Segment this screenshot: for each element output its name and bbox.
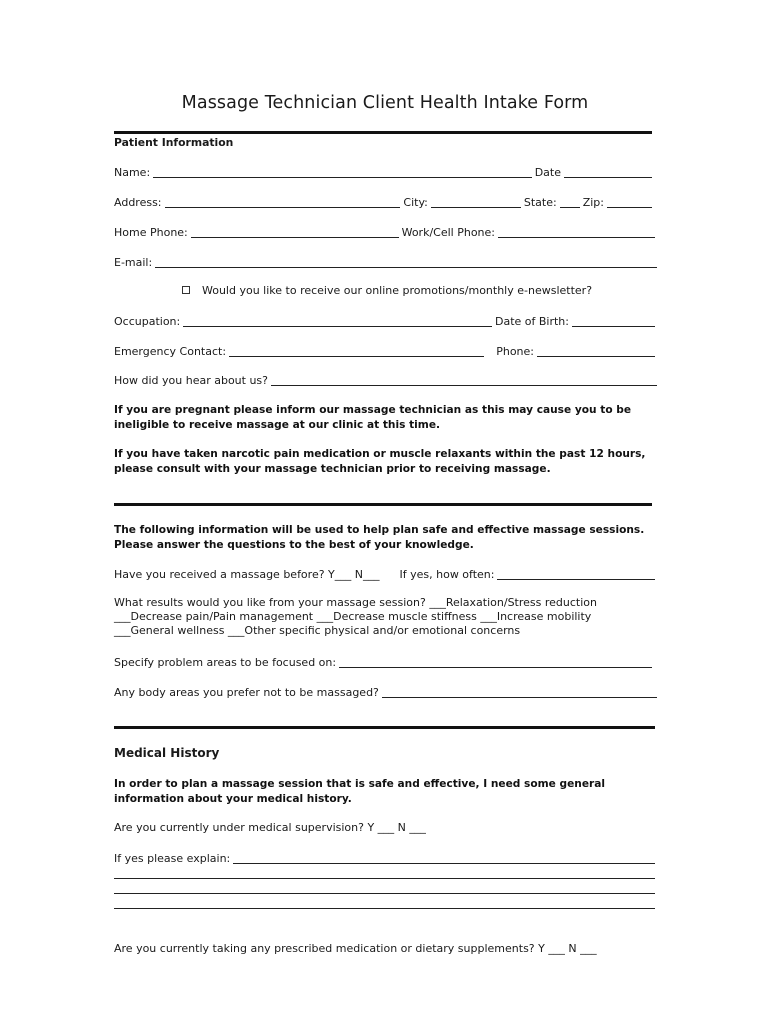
occupation-field[interactable] — [183, 315, 492, 327]
pregnancy-notice: If you are pregnant please inform our massage technician as this may cause you to be ineligible to receive massage at our clinic at this time. — [114, 404, 632, 431]
how-often-label: If yes, how often: — [399, 568, 495, 581]
explain-label: If yes please explain: — [114, 852, 231, 865]
explain-field[interactable] — [233, 852, 655, 864]
name-field[interactable] — [153, 166, 532, 178]
newsletter-row — [182, 284, 592, 297]
zip-field[interactable] — [607, 196, 652, 208]
how-often-field[interactable] — [497, 568, 655, 580]
hear-about-field[interactable] — [271, 374, 657, 386]
dob-label: Date of Birth: — [494, 315, 569, 328]
section-divider — [114, 726, 655, 729]
avoid-areas-label: Any body areas you prefer not to be massaged? — [114, 686, 379, 699]
occupation-row — [114, 312, 657, 328]
explain-line[interactable] — [114, 893, 655, 894]
received-before-question: Have you received a massage before? Y___ N___ — [114, 568, 380, 581]
address-field[interactable] — [165, 196, 401, 208]
patient-info-heading: Patient Information — [114, 136, 234, 149]
emergency-phone-label: Phone: — [496, 345, 534, 358]
newsletter-question: Would you like to receive our online promotions/monthly e-newsletter? — [202, 284, 593, 297]
avoid-areas-field[interactable] — [382, 686, 657, 698]
home-phone-label: Home Phone: — [114, 226, 188, 239]
newsletter-checkbox[interactable] — [182, 286, 190, 294]
results-line-1: What results would you like from your massage session? ___Relaxation/Stress reduction — [114, 596, 597, 609]
problem-areas-field[interactable] — [339, 656, 652, 668]
city-field[interactable] — [431, 196, 521, 208]
supervision-question: Are you currently under medical supervision? Y ___ N ___ — [114, 821, 426, 834]
name-row — [114, 163, 657, 179]
avoid-areas-row — [114, 683, 657, 699]
problem-areas-row — [114, 653, 657, 669]
emergency-phone-field[interactable] — [537, 345, 655, 357]
email-row — [114, 253, 657, 269]
state-label: State: — [523, 196, 557, 209]
date-label: Date — [534, 166, 561, 179]
phone-row — [114, 223, 657, 239]
name-label: Name: — [114, 166, 151, 179]
medical-history-intro: In order to plan a massage session that is safe and effective, I need some general information about your medical history. — [114, 778, 606, 805]
results-line-3: ___General wellness ___Other specific physical and/or emotional concerns — [114, 624, 521, 637]
address-row — [114, 193, 657, 209]
problem-areas-label: Specify problem areas to be focused on: — [114, 656, 337, 669]
session-intro: The following information will be used to help plan safe and effective massage sessions. Please answer the questions to the best of your knowledge. — [114, 524, 645, 551]
date-field[interactable] — [564, 166, 652, 178]
results-line-2: ___Decrease pain/Pain management ___Decrease muscle stiffness ___Increase mobility — [114, 610, 592, 623]
medication-question: Are you currently taking any prescribed medication or dietary supplements? Y ___ N ___ — [114, 942, 597, 955]
emergency-label: Emergency Contact: — [114, 345, 227, 358]
state-field[interactable] — [560, 196, 580, 208]
explain-line[interactable] — [114, 908, 655, 909]
explain-row — [114, 849, 657, 865]
form-title: Massage Technician Client Health Intake Form — [181, 93, 589, 113]
dob-field[interactable] — [572, 315, 655, 327]
emergency-field[interactable] — [229, 345, 484, 357]
emergency-row — [114, 342, 657, 358]
address-label: Address: — [114, 196, 162, 209]
received-before-row — [114, 565, 657, 581]
occupation-label: Occupation: — [114, 315, 181, 328]
work-phone-label: Work/Cell Phone: — [401, 226, 495, 239]
hear-about-label: How did you hear about us? — [114, 374, 268, 387]
hear-about-row — [114, 371, 657, 387]
medication-notice: If you have taken narcotic pain medication or muscle relaxants within the past 12 hours, please consult with your massage technician prior to receiving massage. — [114, 448, 646, 475]
home-phone-field[interactable] — [191, 226, 399, 238]
city-label: City: — [403, 196, 428, 209]
section-divider — [114, 503, 652, 506]
work-phone-field[interactable] — [498, 226, 655, 238]
explain-line[interactable] — [114, 878, 655, 879]
email-field[interactable] — [155, 256, 657, 268]
email-label: E-mail: — [114, 256, 153, 269]
zip-label: Zip: — [582, 196, 604, 209]
section-divider — [114, 131, 652, 134]
medical-history-heading: Medical History — [114, 746, 220, 760]
